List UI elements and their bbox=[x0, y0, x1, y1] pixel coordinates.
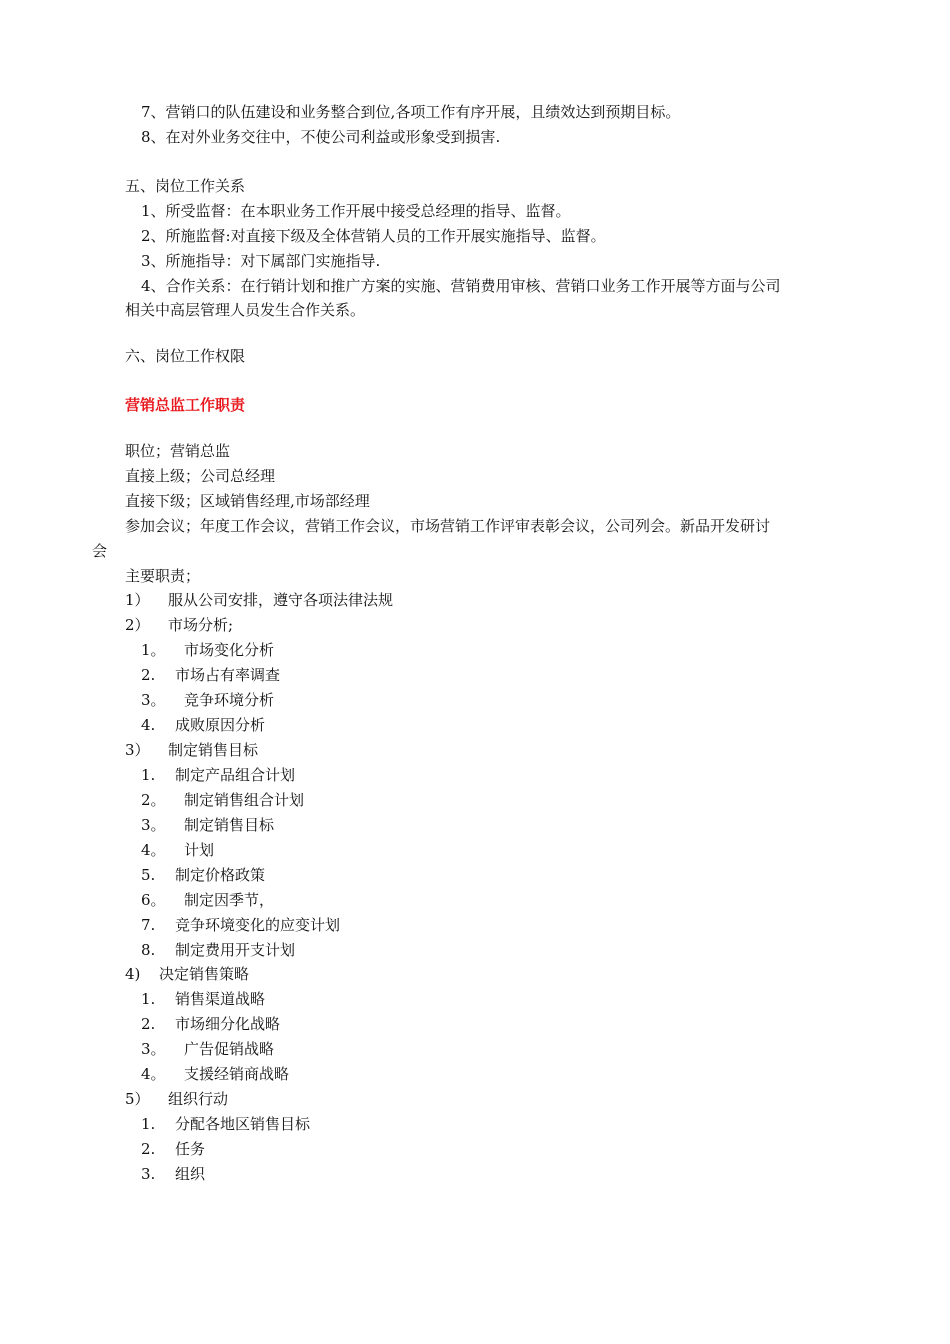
duty-number: 1） bbox=[125, 591, 150, 609]
sub-text: 竞争环境变化的应变计划 bbox=[175, 916, 341, 934]
sub-text: 市场变化分析 bbox=[184, 641, 275, 659]
sub-text: 分配各地区销售目标 bbox=[175, 1115, 311, 1133]
relation-item-4-cont: 相关中高层管理人员发生合作关系。 bbox=[125, 301, 366, 319]
duties-label: 主要职责； bbox=[125, 567, 201, 585]
duty-item bbox=[125, 1089, 228, 1109]
sub-text: 制定销售目标 bbox=[184, 816, 275, 834]
director-subordinate: 直接下级；区域销售经理,市场部经理 bbox=[125, 492, 370, 510]
duty-text: 制定销售目标 bbox=[168, 741, 259, 759]
sub-item bbox=[141, 765, 295, 785]
sub-number: 8. bbox=[141, 941, 156, 959]
sub-text: 任务 bbox=[175, 1140, 206, 1158]
sub-number: 3. bbox=[141, 1165, 156, 1183]
goal-item-7: 7、营销口的队伍建设和业务整合到位,各项工作有序开展，且绩效达到预期目标。 bbox=[141, 103, 681, 121]
sub-text: 制定产品组合计划 bbox=[175, 766, 296, 784]
sub-item bbox=[141, 1139, 205, 1159]
sub-item bbox=[141, 840, 214, 860]
sub-item bbox=[141, 890, 274, 910]
sub-number: 1. bbox=[141, 766, 156, 784]
sub-number: 2. bbox=[141, 1015, 156, 1033]
sub-text: 制定价格政策 bbox=[175, 866, 266, 884]
sub-item bbox=[141, 865, 265, 885]
duty-number: 4) bbox=[125, 965, 141, 983]
director-heading: 营销总监工作职责 bbox=[125, 396, 246, 414]
sub-item bbox=[141, 915, 340, 935]
relation-item-1: 1、所受监督：在本职业务工作开展中接受总经理的指导、监督。 bbox=[141, 202, 571, 220]
section-title-relations: 五、岗位工作关系 bbox=[125, 177, 246, 195]
sub-number: 4. bbox=[141, 716, 156, 734]
sub-text: 支援经销商战略 bbox=[184, 1065, 290, 1083]
director-meetings: 参加会议；年度工作会议，营销工作会议，市场营销工作评审表彰会议，公司列会。新品开发研讨 bbox=[125, 517, 771, 535]
sub-item bbox=[141, 1039, 274, 1059]
director-meetings-cont: 会 bbox=[92, 542, 108, 560]
sub-text: 竞争环境分析 bbox=[184, 691, 275, 709]
sub-item bbox=[141, 1014, 280, 1034]
duty-item bbox=[125, 590, 393, 610]
duty-number: 5） bbox=[125, 1090, 150, 1108]
sub-item bbox=[141, 989, 265, 1009]
sub-text: 广告促销战略 bbox=[184, 1040, 275, 1058]
duty-item bbox=[125, 964, 249, 984]
sub-number: 4。 bbox=[141, 1065, 166, 1083]
sub-text: 市场细分化战略 bbox=[175, 1015, 281, 1033]
sub-text: 制定销售组合计划 bbox=[184, 791, 305, 809]
sub-item bbox=[141, 690, 274, 710]
duty-number: 2） bbox=[125, 616, 150, 634]
sub-text: 计划 bbox=[184, 841, 215, 859]
director-position: 职位；营销总监 bbox=[125, 442, 231, 460]
goal-item-8: 8、在对外业务交往中，不使公司利益或形象受到损害. bbox=[141, 128, 501, 146]
sub-number: 1. bbox=[141, 990, 156, 1008]
relation-item-2: 2、所施监督:对直接下级及全体营销人员的工作开展实施指导、监督。 bbox=[141, 227, 606, 245]
sub-number: 6。 bbox=[141, 891, 166, 909]
relation-item-4: 4、合作关系：在行销计划和推广方案的实施、营销费用审核、营销口业务工作开展等方面与公司 bbox=[141, 277, 781, 295]
sub-text: 成败原因分析 bbox=[175, 716, 266, 734]
sub-number: 5. bbox=[141, 866, 156, 884]
sub-item bbox=[141, 640, 274, 660]
sub-number: 2。 bbox=[141, 791, 166, 809]
relation-item-3: 3、所施指导：对下属部门实施指导. bbox=[141, 252, 381, 270]
sub-number: 2. bbox=[141, 1140, 156, 1158]
sub-item bbox=[141, 815, 274, 835]
sub-number: 4。 bbox=[141, 841, 166, 859]
duty-item bbox=[125, 615, 233, 635]
duty-text: 市场分析; bbox=[168, 616, 234, 634]
sub-text: 市场占有率调查 bbox=[175, 666, 281, 684]
duty-text: 组织行动 bbox=[168, 1090, 229, 1108]
sub-text: 销售渠道战略 bbox=[175, 990, 266, 1008]
sub-number: 7. bbox=[141, 916, 156, 934]
sub-number: 1. bbox=[141, 1115, 156, 1133]
sub-item bbox=[141, 715, 265, 735]
duty-text: 决定销售策略 bbox=[159, 965, 250, 983]
sub-item bbox=[141, 665, 280, 685]
sub-item bbox=[141, 1064, 289, 1084]
director-superior: 直接上级；公司总经理 bbox=[125, 467, 276, 485]
sub-number: 3。 bbox=[141, 816, 166, 834]
sub-text: 制定费用开支计划 bbox=[175, 941, 296, 959]
duty-number: 3） bbox=[125, 741, 150, 759]
sub-item bbox=[141, 1164, 205, 1184]
sub-text: 制定因季节， bbox=[184, 891, 275, 909]
sub-item bbox=[141, 1114, 310, 1134]
sub-item bbox=[141, 940, 295, 960]
duty-item bbox=[125, 740, 258, 760]
duty-text: 服从公司安排，遵守各项法律法规 bbox=[168, 591, 394, 609]
sub-number: 3。 bbox=[141, 691, 166, 709]
sub-number: 2. bbox=[141, 666, 156, 684]
sub-text: 组织 bbox=[175, 1165, 206, 1183]
sub-number: 3。 bbox=[141, 1040, 166, 1058]
sub-item bbox=[141, 790, 304, 810]
sub-number: 1。 bbox=[141, 641, 166, 659]
section-title-authority: 六、岗位工作权限 bbox=[125, 347, 246, 365]
